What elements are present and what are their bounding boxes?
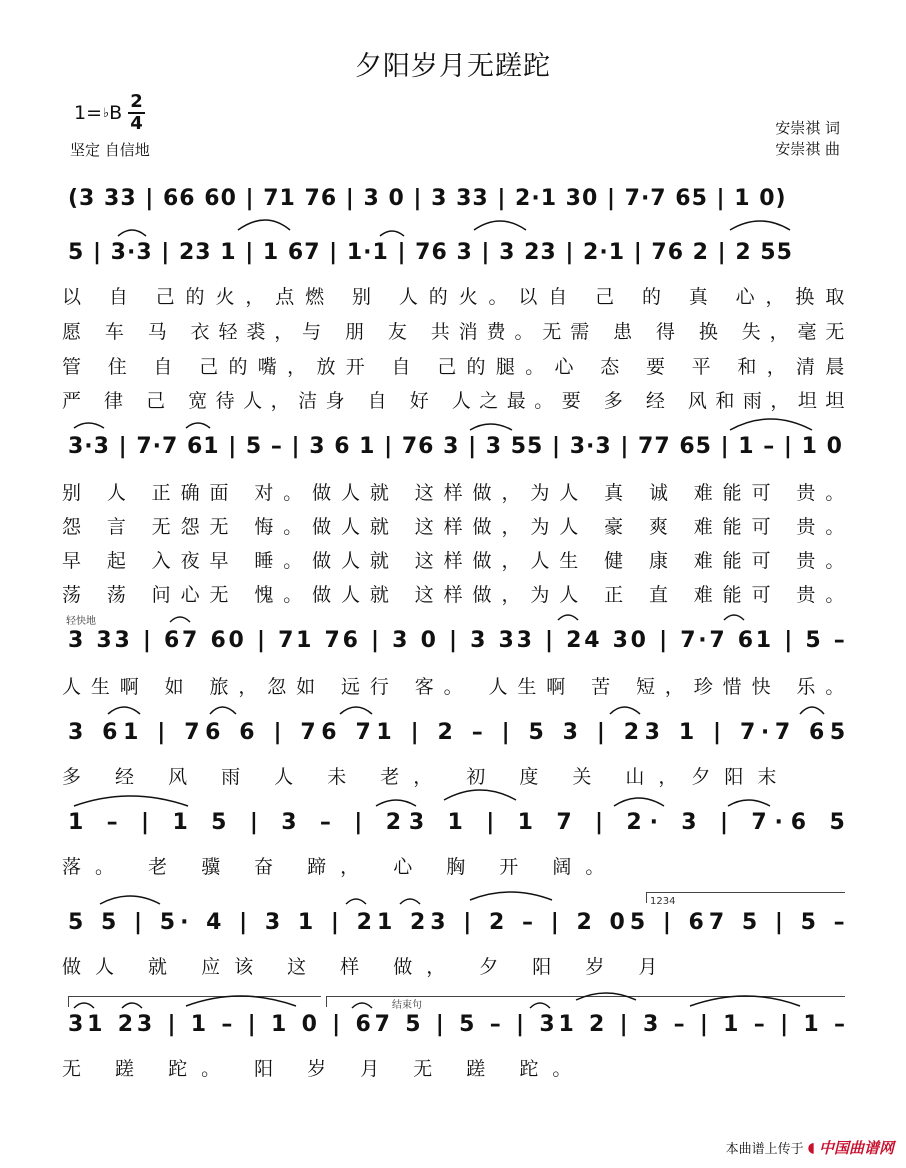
time-signature (128, 92, 145, 134)
lyric-line: 别 人 正确面 对。做人就 这样做，为人 真 诚 难能可 贵。 (62, 482, 855, 504)
ending-bracket (68, 996, 321, 1007)
lyric-line: 以 自 己的火，点燃 别 人的火。以自 己 的 真 心，换取 (62, 286, 856, 308)
ending-label: 结束句 (392, 1000, 422, 1011)
lyric-line: 无 蹉 跎。 阳 岁 月 无 蹉 跎。 (62, 1058, 586, 1080)
notation-text: 1 – | 1 5 | 3 – | 23 1 | 1 7 | 2· 3 | 7·6 5 (68, 810, 853, 835)
time-numerator: 2 (130, 91, 143, 112)
lyric-line: 多 经 风 雨 人 未 老， 初 度 关 山，夕阳末 (62, 766, 791, 788)
notation-line-3 (68, 432, 846, 468)
tempo-marking-2: 轻快地 (66, 616, 96, 627)
composer-credit: 安崇祺 曲 (775, 140, 840, 158)
tempo-marking: 坚定 自信地 (70, 141, 150, 159)
notation-line-7 (68, 908, 850, 944)
notation-line-8 (68, 1010, 849, 1046)
key-note: B (109, 102, 123, 124)
lyric-line: 怨 言 无怨无 悔。做人就 这样做，为人 豪 爽 难能可 贵。 (62, 516, 855, 538)
lyric-line: 落。 老 骥 奋 蹄， 心 胸 开 阔。 (62, 856, 619, 878)
footer-attribution (726, 1137, 894, 1158)
site-name[interactable]: 中国曲谱网 (818, 1139, 894, 1157)
notation-text: 3 61 | 76 6 | 76 71 | 2 – | 5 3 | 23 1 | 7·7 65 (68, 720, 851, 745)
volta-bracket (646, 892, 845, 903)
lyric-line: 荡 荡 问心无 愧。做人就 这样做，为人 正 直 难能可 贵。 (62, 584, 855, 606)
credits (775, 118, 840, 160)
lyric-line: 严 律 己 宽待人，洁身 自 好 人之最。要 多 经 风和雨，坦坦 (62, 390, 853, 412)
key-signature (74, 92, 145, 134)
time-denominator: 4 (130, 113, 143, 134)
song-title: 夕阳岁月无蹉跎 (355, 51, 551, 82)
notation-line-6 (68, 808, 853, 844)
notation-line-2 (68, 238, 846, 274)
notation-line-4 (68, 626, 846, 662)
notation-text: 5 5 | 5· 4 | 3 1 | 21 23 | 2 – | 2 05 | 67 5 | 5 – (68, 910, 850, 935)
lyricist-credit: 安崇祺 词 (775, 119, 840, 137)
volta-label: 1234 (650, 896, 676, 907)
notation-line-1 (68, 184, 846, 220)
lyric-line: 做人 就 应该 这 样 做， 夕 阳 岁 月 (62, 956, 672, 978)
lyric-line: 管 住 自 己的嘴，放开 自 己的腿。心 态 要 平 和，清晨 (62, 356, 855, 378)
notation-text: 3 33 | 67 60 | 71 76 | 3 0 | 3 33 | 24 30 | 7·7 61 | 5 – (68, 628, 848, 653)
key-prefix: 1= (74, 102, 103, 124)
notation-text: 31 23 | 1 – | 1 0 | 67 5 | 5 – | 31 2 | 3 – | 1 – | 1 – (68, 1012, 849, 1037)
notation-text: 5 | 3·3 | 23 1 | 1 67 | 1·1 | 76 3 | 3 23 | 2·1 | 76 2 | 2 55 (68, 240, 793, 265)
notation-text: (3 33 | 66 60 | 71 76 | 3 0 | 3 33 | 2·1 30 | 7·7 65 | 1 0) (68, 186, 787, 211)
notation-line-5 (68, 718, 851, 754)
notation-text: 3·3 | 7·7 61 | 5 – | 3 6 1 | 76 3 | 3 55 | 3·3 | 77 65 | 1 – | 1 0 (68, 434, 843, 459)
flat-sign: ♭ (103, 105, 110, 121)
lyric-line: 早 起 入夜早 睡。做人就 这样做，人生 健 康 难能可 贵。 (62, 550, 855, 572)
site-logo-icon: ◖ (807, 1139, 815, 1156)
lyric-line: 人生啊 如 旅，忽如 远行 客。 人生啊 苦 短，珍惜快 乐。 (62, 676, 855, 698)
uploaded-text: 本曲谱上传于 (725, 1142, 804, 1157)
lyric-line: 愿 车 马 衣轻裘，与 朋 友 共消费。无需 患 得 换 失，毫无 (62, 321, 854, 343)
